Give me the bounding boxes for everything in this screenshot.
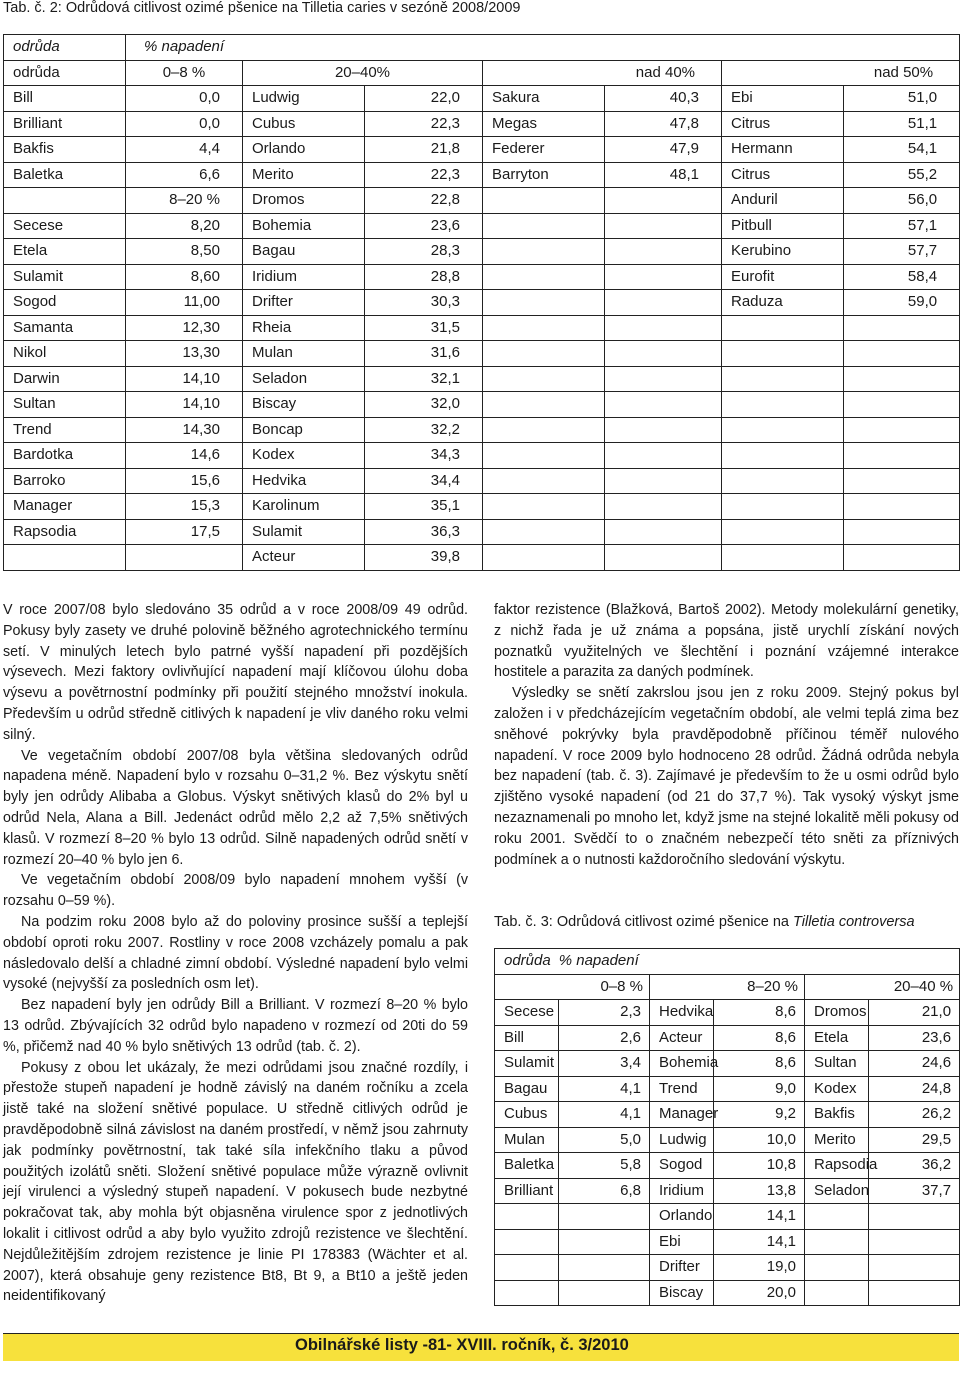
table3-row: [495, 1153, 960, 1179]
table2-cell: Federer: [483, 137, 605, 163]
table3-cell: 23,6: [869, 1025, 960, 1051]
table2-cell: [722, 545, 844, 571]
table3-header-cell: 8–20 %: [650, 974, 805, 1000]
table2-cell: Dromos: [243, 188, 365, 214]
table3-caption: [494, 914, 915, 930]
table2-row: [4, 264, 960, 290]
table2-cell: Samanta: [4, 315, 126, 341]
table3-caption-prefix: Tab. č. 3: Odrůdová citlivost ozimé pšenice na: [494, 914, 794, 930]
table2-cell: [483, 494, 605, 520]
table2-cell: [605, 341, 722, 367]
table2-cell: [722, 315, 844, 341]
table2-cell: Pitbull: [722, 213, 844, 239]
table3-cell: Dromos: [805, 1000, 869, 1026]
table3-cell: Seladon: [805, 1178, 869, 1204]
table3-row: [495, 1102, 960, 1128]
table3-cell: [805, 1229, 869, 1255]
table2-cell: Kerubino: [722, 239, 844, 265]
table3-cell: 19,0: [714, 1255, 805, 1281]
table3-cell: 14,1: [714, 1229, 805, 1255]
paragraph: Na podzim roku 2008 bylo až do poloviny prosince sušší a teplejší období oproti roku 2007. Rostliny v roce 2008 vzcházely pomalu a pak následovalo delší a chladné zimní období. Výsledné napadení bylo velmi vysoké (nejvyšší za posledních osm let).: [3, 913, 468, 993]
table2-cell: Acteur: [243, 545, 365, 571]
table3-cell: [495, 1204, 559, 1230]
table2-row: [4, 519, 960, 545]
table2-cell: 35,1: [365, 494, 483, 520]
table2-cell: Sakura: [483, 86, 605, 112]
table2-cell: 51,0: [844, 86, 960, 112]
table3-cell: 21,0: [869, 1000, 960, 1026]
table2-cell: Eurofit: [722, 264, 844, 290]
table3-caption-species: Tilletia controversa: [793, 914, 915, 930]
table2-cell: [844, 519, 960, 545]
table2-cell: 17,5: [126, 519, 243, 545]
table3-row: [495, 1076, 960, 1102]
table2-cell: 22,8: [365, 188, 483, 214]
table3-row: [495, 1229, 960, 1255]
table2-cell: 11,00: [126, 290, 243, 316]
table2-cell: [483, 290, 605, 316]
table2-cell: [483, 443, 605, 469]
table2-row: [4, 188, 960, 214]
table3-cell: Manager: [650, 1102, 714, 1128]
table2-cell: Citrus: [722, 162, 844, 188]
table2: [3, 34, 960, 571]
table3-cell: [559, 1229, 650, 1255]
table3-cell: 26,2: [869, 1102, 960, 1128]
table2-cell: Karolinum: [243, 494, 365, 520]
table2-header-cell: odrůda: [4, 60, 126, 86]
table3-cell: 6,8: [559, 1178, 650, 1204]
table3-cell: Bill: [495, 1025, 559, 1051]
table3-cell: [869, 1255, 960, 1281]
table2-cell: Orlando: [243, 137, 365, 163]
left-text-column: [3, 600, 468, 1307]
table2-cell: [844, 341, 960, 367]
paragraph: Výsledky se snětí zakrslou jsou jen z roku 2009. Stejný pokus byl založen i v předcházejícím vegetačním období, ale velmi teplá zima bez sněhové pokrývky byla pravděpodobně příčinou téměř nulového napadení. V roce 2009 bylo hodnoceno 28 odrůd. Žádná odrůda nebyla bez napadení (tab. č. 3). Zajímavé je především to že u osmi odrůd bylo zjištěno vysoké napadení (od 21 do 37,7 %). Tak vysoký výskyt jsme nezaznamenali po mnoho let, když jsme na stejné lokalitě měli pokusy od roku 2001. Svědčí to o značném nebezpečí této sněti za příznivých podmínek a o nutnosti každoročního sledování výskytu.: [494, 685, 959, 868]
table3-header-odruda: odrůda: [504, 952, 551, 970]
table2-cell: 0,0: [126, 86, 243, 112]
table2-cell: [605, 366, 722, 392]
table3-row: [495, 1025, 960, 1051]
table2-cell: 57,7: [844, 239, 960, 265]
table2-cell: [483, 468, 605, 494]
table2-cell: 32,2: [365, 417, 483, 443]
table3-cell: [495, 1229, 559, 1255]
table3-row: [495, 1255, 960, 1281]
table2-cell: [483, 239, 605, 265]
table2-cell: Ludwig: [243, 86, 365, 112]
table3-cell: Ludwig: [650, 1127, 714, 1153]
table2-cell: [722, 494, 844, 520]
table3: [494, 948, 960, 1306]
paragraph: V roce 2007/08 bylo sledováno 35 odrůd a v roce 2008/09 49 odrůd. Pokusy byly zasety ve druhé polovině běžného agrotechnického termínu setí. V minulých letech bylo patrné vyšší napadení při pozdějších výsevech. Mezi faktory ovlivňující napadení mají klíčovou úlohu doba výsevu a povětrnostní podmínky při použití stejného množství inokula. Především u odrůd středně citlivých k napadení je vliv daného roku velmi silný.: [3, 602, 468, 743]
table2-cell: 14,30: [126, 417, 243, 443]
table2-cell: 4,4: [126, 137, 243, 163]
table2-cell: 58,4: [844, 264, 960, 290]
table2-cell: [483, 341, 605, 367]
table2-cell: Baletka: [4, 162, 126, 188]
table2-cell: Sulamit: [4, 264, 126, 290]
table3-cell: Biscay: [650, 1280, 714, 1306]
table2-row: [4, 239, 960, 265]
table2-cell: [844, 468, 960, 494]
table2-cell: [605, 290, 722, 316]
table3-cell: [805, 1280, 869, 1306]
table3-cell: Cubus: [495, 1102, 559, 1128]
table2-cell: 56,0: [844, 188, 960, 214]
table2-cell: [483, 392, 605, 418]
paragraph: Ve vegetačním období 2008/09 bylo napadení mnohem vyšší (v rozsahu 0–59 %).: [3, 872, 468, 910]
table2-row: [4, 86, 960, 112]
table2-caption: Tab. č. 2: Odrůdová citlivost ozimé pšenice na Tilletia caries v sezóně 2008/2009: [3, 0, 521, 16]
table2-cell: 57,1: [844, 213, 960, 239]
table2-cell: [722, 443, 844, 469]
table2-cell: Secese: [4, 213, 126, 239]
table2-cell: [605, 213, 722, 239]
table2-cell: 59,0: [844, 290, 960, 316]
table3-cell: 3,4: [559, 1051, 650, 1077]
table2-cell: [605, 468, 722, 494]
table2-cell: [722, 468, 844, 494]
table3-cell: 10,8: [714, 1153, 805, 1179]
table2-row: [4, 315, 960, 341]
table2-cell: Manager: [4, 494, 126, 520]
table3-cell: Merito: [805, 1127, 869, 1153]
table3-cell: 24,8: [869, 1076, 960, 1102]
table3-row: [495, 1127, 960, 1153]
table2-cell: 47,9: [605, 137, 722, 163]
paragraph: Ve vegetačním období 2007/08 byla většina sledovaných odrůd napadena méně. Napadení bylo v rozsahu 0–31,2 %. Bez výskytu snětí byly jen odrůdy Alibaba a Globus. Výskyt snětivých klasů do 2% byl u odrůd Nela, Alana a Bill. Jedenáct odrůd mělo 2,2 až 7,5% snětivých klasů. V rozmezí 8–20 % bylo 13 odrůd. Silně napadených odrůd snětí v rozmezí 20–40 % bylo jen 6.: [3, 747, 468, 868]
table3-row: [495, 1178, 960, 1204]
table2-cell: 31,5: [365, 315, 483, 341]
table3-cell: [495, 1280, 559, 1306]
table2-header-row-1: [4, 35, 960, 61]
table2-cell: [483, 417, 605, 443]
table3-cell: 10,0: [714, 1127, 805, 1153]
table2-header-cell: nad 40%: [483, 60, 722, 86]
table2-cell: [844, 545, 960, 571]
table2-row: [4, 468, 960, 494]
table2-cell: 23,6: [365, 213, 483, 239]
table3-cell: 29,5: [869, 1127, 960, 1153]
table2-cell: [844, 417, 960, 443]
table2-cell: Megas: [483, 111, 605, 137]
table2-cell: 51,1: [844, 111, 960, 137]
table2-cell: Etela: [4, 239, 126, 265]
table2-cell: Seladon: [243, 366, 365, 392]
table2-cell: Bardotka: [4, 443, 126, 469]
table2-cell: [483, 315, 605, 341]
table2-cell: [483, 264, 605, 290]
table2-row: [4, 341, 960, 367]
table3-cell: Sogod: [650, 1153, 714, 1179]
table2-row: [4, 213, 960, 239]
table2-cell: Trend: [4, 417, 126, 443]
table2-cell: Raduza: [722, 290, 844, 316]
table2-cell: Kodex: [243, 443, 365, 469]
table2-cell: 32,1: [365, 366, 483, 392]
table3-cell: [869, 1204, 960, 1230]
table2-cell: 22,3: [365, 162, 483, 188]
table2-cell: 55,2: [844, 162, 960, 188]
table2-cell: [605, 494, 722, 520]
table2-row: [4, 494, 960, 520]
table2-cell: 36,3: [365, 519, 483, 545]
table2-cell: [483, 545, 605, 571]
table3-cell: [559, 1204, 650, 1230]
table3-cell: 5,8: [559, 1153, 650, 1179]
table2-cell: Ebi: [722, 86, 844, 112]
table3-header-napadeni: % napadení: [558, 952, 639, 970]
table3-row: [495, 1051, 960, 1077]
table3-cell: Bohemia: [650, 1051, 714, 1077]
table2-header-row-2: [4, 60, 960, 86]
table2-cell: [4, 188, 126, 214]
table2-row: [4, 162, 960, 188]
table2-cell: 40,3: [605, 86, 722, 112]
table3-cell: 36,2: [869, 1153, 960, 1179]
table2-cell: [483, 188, 605, 214]
table2-cell: Mulan: [243, 341, 365, 367]
table2-cell: Sulamit: [243, 519, 365, 545]
table2-cell: [722, 341, 844, 367]
table3-cell: Hedvika: [650, 1000, 714, 1026]
table3-cell: Rapsodia: [805, 1153, 869, 1179]
table2-cell: Hedvika: [243, 468, 365, 494]
table2-cell: [483, 519, 605, 545]
table2-cell: [844, 494, 960, 520]
table2-cell: Hermann: [722, 137, 844, 163]
table3-cell: Trend: [650, 1076, 714, 1102]
table3-cell: Bagau: [495, 1076, 559, 1102]
table3-cell: Kodex: [805, 1076, 869, 1102]
table3-cell: 2,6: [559, 1025, 650, 1051]
table3-header-row-2: [495, 974, 960, 1000]
table2-cell: Sogod: [4, 290, 126, 316]
table2-cell: Sultan: [4, 392, 126, 418]
table2-cell: Darwin: [4, 366, 126, 392]
table2-cell: 31,6: [365, 341, 483, 367]
table2-header-cell: 20–40%: [243, 60, 483, 86]
table3-cell: [869, 1280, 960, 1306]
table2-row: [4, 137, 960, 163]
table3-cell: [559, 1280, 650, 1306]
table2-cell: [605, 188, 722, 214]
table2-cell: 30,3: [365, 290, 483, 316]
table2-cell: Nikol: [4, 341, 126, 367]
table3-cell: Ebi: [650, 1229, 714, 1255]
table2-row: [4, 111, 960, 137]
table2-cell: Bohemia: [243, 213, 365, 239]
table2-cell: Cubus: [243, 111, 365, 137]
table3-cell: 14,1: [714, 1204, 805, 1230]
table3-cell: 5,0: [559, 1127, 650, 1153]
paragraph: faktor rezistence (Blažková, Bartoš 2002). Metody molekulární genetiky, z nichž řada je už známa a popsána, jistě urychlí získání nových poznatků využitelných ve šlechtění i poznání vzájemné interakce hostitele a parazita za daných podmínek.: [494, 602, 959, 681]
table2-row: [4, 417, 960, 443]
table2-cell: 22,3: [365, 111, 483, 137]
table3-cell: Acteur: [650, 1025, 714, 1051]
table2-cell: Bakfis: [4, 137, 126, 163]
table2-cell: Rapsodia: [4, 519, 126, 545]
table2-cell: [844, 315, 960, 341]
table3-cell: [559, 1255, 650, 1281]
table3-cell: 13,8: [714, 1178, 805, 1204]
table2-cell: [722, 519, 844, 545]
table3-cell: [495, 1255, 559, 1281]
table3-cell: Sulamit: [495, 1051, 559, 1077]
table2-cell: [605, 417, 722, 443]
table3-header-cell: 20–40 %: [805, 974, 960, 1000]
table2-cell: Brilliant: [4, 111, 126, 137]
paragraph: Bez napadení byly jen odrůdy Bill a Brilliant. V rozmezí 8–20 % bylo 13 odrůd. Zbývajících 32 odrůd bylo napadeno v rozmezí od 20ti do 59 %, přičemž nad 40 % bylo snětivých 13 odrůd (tab. č. 2).: [3, 997, 468, 1055]
table3-cell: Sultan: [805, 1051, 869, 1077]
table2-cell: 32,0: [365, 392, 483, 418]
table2-row: [4, 366, 960, 392]
table3-cell: Secese: [495, 1000, 559, 1026]
table2-cell: Boncap: [243, 417, 365, 443]
table2-header-cell: % napadení: [126, 35, 960, 61]
table2-cell: [844, 443, 960, 469]
table3-cell: Baletka: [495, 1153, 559, 1179]
table2-cell: 6,6: [126, 162, 243, 188]
footer-rule: [3, 1333, 959, 1334]
table2-cell: 34,4: [365, 468, 483, 494]
table3-cell: 24,6: [869, 1051, 960, 1077]
table2-cell: Merito: [243, 162, 365, 188]
table2-cell: [844, 366, 960, 392]
table2-cell: [605, 315, 722, 341]
table2-cell: 14,6: [126, 443, 243, 469]
table2-cell: [4, 545, 126, 571]
table3-cell: Etela: [805, 1025, 869, 1051]
table2-cell: [722, 417, 844, 443]
table2-cell: 22,0: [365, 86, 483, 112]
table2-cell: Anduril: [722, 188, 844, 214]
table3-row: [495, 1280, 960, 1306]
table2-row: [4, 392, 960, 418]
table3-cell: 4,1: [559, 1102, 650, 1128]
table2-cell: Bill: [4, 86, 126, 112]
table2-cell: [605, 392, 722, 418]
table3-header-row-1: [495, 949, 960, 975]
table2-cell: Barroko: [4, 468, 126, 494]
table2-cell: 54,1: [844, 137, 960, 163]
table2-cell: 39,8: [365, 545, 483, 571]
table2-cell: 8,60: [126, 264, 243, 290]
table2-cell: Drifter: [243, 290, 365, 316]
table2-cell: [126, 545, 243, 571]
table2-header-cell: nad 50%: [722, 60, 960, 86]
table2-cell: [844, 392, 960, 418]
table3-cell: 9,0: [714, 1076, 805, 1102]
table2-cell: 14,10: [126, 392, 243, 418]
table2-cell: [605, 519, 722, 545]
table2-header-cell: 0–8 %: [126, 60, 243, 86]
table2-cell: 8,50: [126, 239, 243, 265]
table2-row: [4, 443, 960, 469]
table2-cell: Iridium: [243, 264, 365, 290]
footer-text: Obilnářské listy -81- XVIII. ročník, č. 3/2010: [295, 1336, 629, 1354]
table2-cell: [483, 213, 605, 239]
table2-cell: 48,1: [605, 162, 722, 188]
table2-cell: 34,3: [365, 443, 483, 469]
table2-cell: 28,3: [365, 239, 483, 265]
table3-cell: 8,6: [714, 1025, 805, 1051]
table2-cell: 0,0: [126, 111, 243, 137]
right-text-column: [494, 600, 959, 870]
table2-cell: 28,8: [365, 264, 483, 290]
table2-cell: Barryton: [483, 162, 605, 188]
table2-cell: [605, 443, 722, 469]
table2-header-cell: odrůda: [4, 35, 126, 61]
table3-cell: [805, 1255, 869, 1281]
table3-cell: 20,0: [714, 1280, 805, 1306]
table2-row: [4, 545, 960, 571]
table2-cell: Bagau: [243, 239, 365, 265]
table2-cell: Rheia: [243, 315, 365, 341]
table2-cell: [605, 545, 722, 571]
table3-cell: [805, 1204, 869, 1230]
table3-cell: Bakfis: [805, 1102, 869, 1128]
table3-header-cell: 0–8 %: [495, 974, 650, 1000]
table3-cell: 2,3: [559, 1000, 650, 1026]
table3-cell: [869, 1229, 960, 1255]
table2-cell: [722, 392, 844, 418]
table3-cell: 9,2: [714, 1102, 805, 1128]
table2-cell: Biscay: [243, 392, 365, 418]
table2-cell: Citrus: [722, 111, 844, 137]
table2-cell: 12,30: [126, 315, 243, 341]
table2-cell: 21,8: [365, 137, 483, 163]
table2-cell: [605, 239, 722, 265]
table3-cell: Orlando: [650, 1204, 714, 1230]
table2-cell: 13,30: [126, 341, 243, 367]
table3-row: [495, 1000, 960, 1026]
table2-cell: 15,3: [126, 494, 243, 520]
table2-cell: [605, 264, 722, 290]
table2-cell: 14,10: [126, 366, 243, 392]
table2-row: [4, 290, 960, 316]
table3-cell: Mulan: [495, 1127, 559, 1153]
table2-cell: [483, 366, 605, 392]
table3-cell: Drifter: [650, 1255, 714, 1281]
table3-header-cell: [495, 949, 960, 975]
paragraph: Pokusy z obou let ukázaly, že mezi odrůdami jsou značné rozdíly, i přestože stupeň napadení je hodně závislý na daném ročníku a zcela jistě také na složení snětivé populace. U středně citlivých odrůd je pravděpodobně silná závislost na daném prostředí, v němž jsou zahrnuty jak podmínky povětrnostní, tak také síla infekčního tlaku a původ použitých izolátů sněti. Složení snětivé populace může výrazně ovlivnit její virulenci a výsledný stupeň napadení. V pokusech bude nezbytné pokračovat tak, aby mohla být objasněna virulence spor z jednotlivých lokalit i citlivost odrůd a aby bylo využito zdrojů rezistence ve šlechtění. Nejdůležitějším zdrojem rezistence je linie PI 178383 (Wächter et al. 2007), která obsahuje geny rezistence Bt8, Bt 9, a Bt10 a ještě jeden neidentifikovaný: [3, 1059, 468, 1305]
table2-cell: 8,20: [126, 213, 243, 239]
table3-cell: 8,6: [714, 1051, 805, 1077]
table3-row: [495, 1204, 960, 1230]
table3-cell: Iridium: [650, 1178, 714, 1204]
table3-cell: 8,6: [714, 1000, 805, 1026]
table3-cell: 37,7: [869, 1178, 960, 1204]
table2-cell: [722, 366, 844, 392]
table2-cell: 15,6: [126, 468, 243, 494]
table2-cell: 47,8: [605, 111, 722, 137]
table3-cell: 4,1: [559, 1076, 650, 1102]
table2-cell: 8–20 %: [126, 188, 243, 214]
table3-cell: Brilliant: [495, 1178, 559, 1204]
